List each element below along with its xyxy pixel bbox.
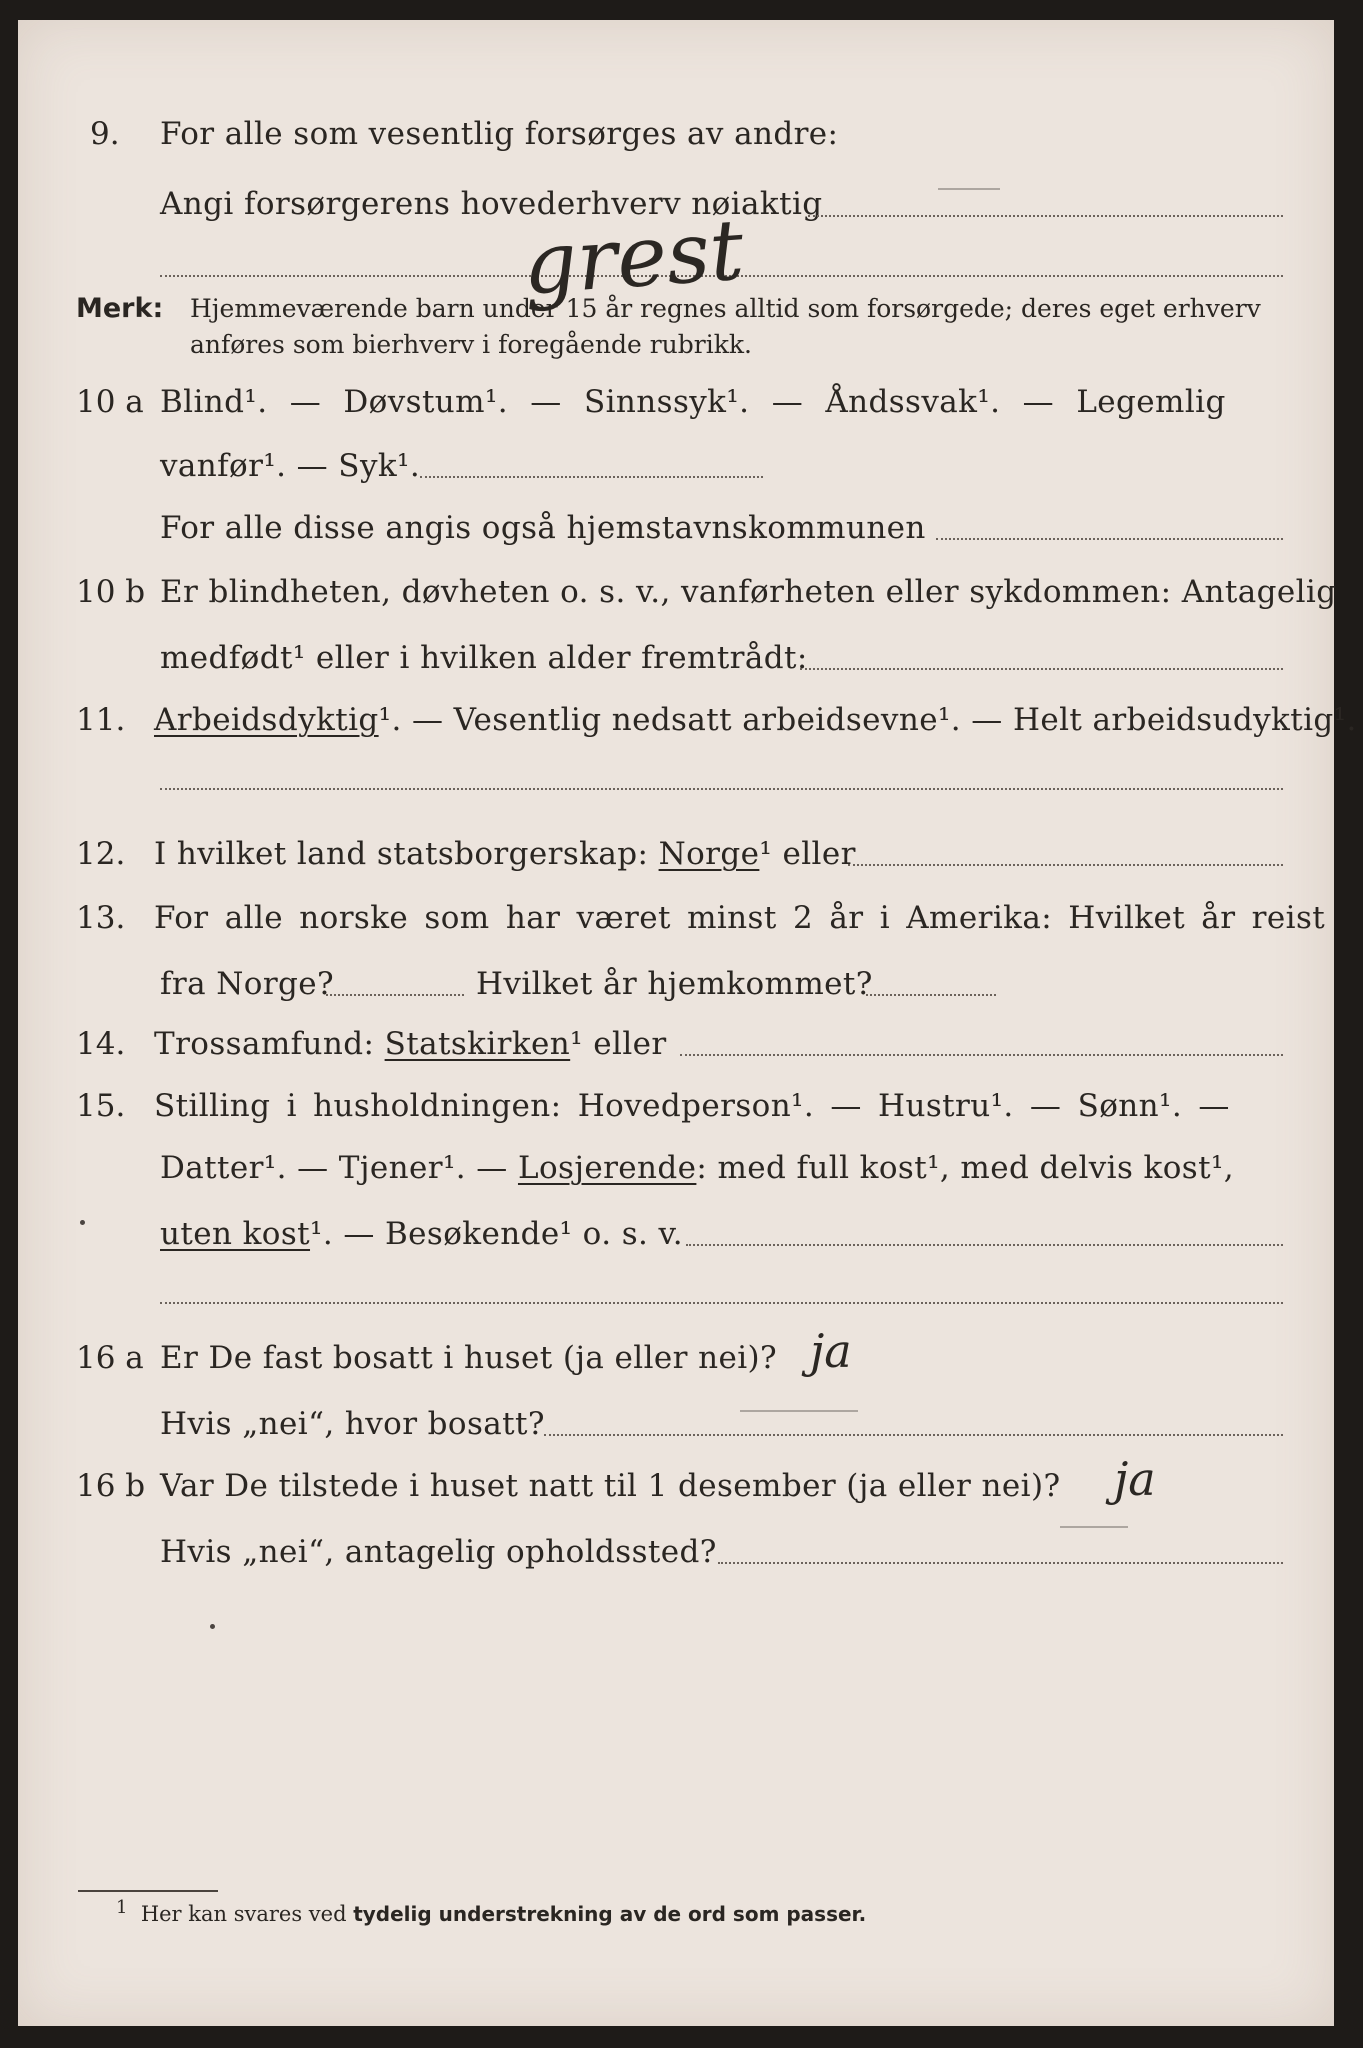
q12-answer-line[interactable] <box>848 864 1283 866</box>
q10a-answer-line1[interactable] <box>420 476 763 478</box>
q13-hjemkommet-answer-line[interactable] <box>866 994 996 996</box>
q16b-number: 16 b <box>76 1468 146 1504</box>
pencil-mark <box>1060 1526 1128 1528</box>
q15-text-line3: uten kost¹. — Besøkende¹ o. s. v. <box>160 1216 684 1252</box>
q16a-handwritten-answer: ja <box>810 1324 852 1378</box>
q10a-text-line2: vanfør¹. — Syk¹. <box>160 448 421 484</box>
q9-answer-line1[interactable] <box>808 215 1283 217</box>
q15-text-line2: Datter¹. — Tjener¹. — Losjerende: med full kost¹, med delvis kost¹, <box>160 1150 1235 1186</box>
q10a-text-line1: Blind¹. — Døvstum¹. — Sinnssyk¹. — Åndssvak¹. — Legemlig <box>160 384 1226 420</box>
q9-handwritten-answer: grest <box>519 200 747 314</box>
q13-number: 13. <box>76 900 126 936</box>
q16a-number: 16 a <box>76 1340 144 1376</box>
ink-speck <box>210 1624 215 1629</box>
q9-number: 9. <box>90 116 120 152</box>
q10a-hjemstavn-answer-line[interactable] <box>936 538 1283 540</box>
pencil-mark <box>740 1410 858 1412</box>
q11-answer-line[interactable] <box>160 788 1283 790</box>
q15-number: 15. <box>76 1088 126 1124</box>
merk-label: Merk: <box>76 293 164 324</box>
q12-number: 12. <box>76 836 126 872</box>
q16a-text-line1: Er De fast bosatt i huset (ja eller nei)? <box>160 1340 778 1376</box>
q15-answer-line2[interactable] <box>160 1302 1283 1304</box>
q11-text: Arbeidsdyktig¹. — Vesentlig nedsatt arbeidsevne¹. — Helt arbeidsudyktig¹. <box>154 702 1357 738</box>
q10b-text-line1: Er blindheten, døvheten o. s. v., vanførheten eller sykdommen: Antagelig <box>160 574 1337 610</box>
q13-reist-answer-line[interactable] <box>326 994 464 996</box>
census-form-page <box>18 20 1357 2026</box>
q10b-number: 10 b <box>76 574 146 610</box>
q14-answer-line[interactable] <box>680 1054 1283 1056</box>
q15-answer-line1[interactable] <box>686 1244 1283 1246</box>
q12-text: I hvilket land statsborgerskap: Norge¹ eller <box>154 836 856 872</box>
q14-text: Trossamfund: Statskirken¹ eller <box>154 1026 667 1062</box>
q15-underlined-losjerende: Losjerende <box>517 1150 697 1186</box>
q14-underlined-option: Statskirken <box>384 1026 571 1062</box>
q10a-text-line3: For alle disse angis også hjemstavnskommunen <box>160 510 926 546</box>
q16b-handwritten-answer: ja <box>1114 1452 1156 1506</box>
q13-text-line2b: Hvilket år hjemkommet? <box>476 966 873 1002</box>
footnote-rule <box>78 1890 218 1892</box>
merk-note-line2: anføres som bierhverv i foregående rubrikk. <box>190 330 752 359</box>
q10b-text-line2: medfødt¹ eller i hvilken alder fremtrådt: <box>160 640 808 676</box>
q16b-text-line2: Hvis „nei“, antagelig opholdssted? <box>160 1534 717 1570</box>
pencil-mark <box>938 188 1000 190</box>
q16a-text-line2: Hvis „nei“, hvor bosatt? <box>160 1406 545 1442</box>
q13-text-line1: For alle norske som har været minst 2 år i Amerika: Hvilket år reist <box>154 900 1326 936</box>
q11-underlined-option: Arbeidsdyktig <box>154 702 379 738</box>
q16b-opholdssted-answer-line[interactable] <box>718 1562 1283 1564</box>
q16a-bosatt-answer-line[interactable] <box>544 1434 1283 1436</box>
q13-text-line2a: fra Norge? <box>160 966 335 1002</box>
q9-text-line1: For alle som vesentlig forsørges av andre: <box>160 116 839 152</box>
q14-number: 14. <box>76 1026 126 1062</box>
q11-number: 11. <box>76 702 126 738</box>
q15-underlined-uten-kost: uten kost <box>160 1216 311 1252</box>
q10b-answer-line[interactable] <box>800 668 1283 670</box>
q15-text-line1: Stilling i husholdningen: Hovedperson¹. — Hustru¹. — Sønn¹. — <box>154 1088 1230 1124</box>
footnote: 1 Her kan svares ved tydelig understrekning av de ord som passer. <box>116 1897 867 1926</box>
q12-underlined-option: Norge <box>658 836 760 872</box>
q16b-text-line1: Var De tilstede i huset natt til 1 desember (ja eller nei)? <box>160 1468 1061 1504</box>
merk-note-line1: Hjemmeværende barn under 15 år regnes alltid som forsørgede; deres eget erhverv <box>190 294 1261 323</box>
ink-speck <box>80 1220 85 1225</box>
q10a-number: 10 a <box>76 384 144 420</box>
q9-text-line2: Angi forsørgerens hovederhverv nøiaktig <box>160 186 823 222</box>
